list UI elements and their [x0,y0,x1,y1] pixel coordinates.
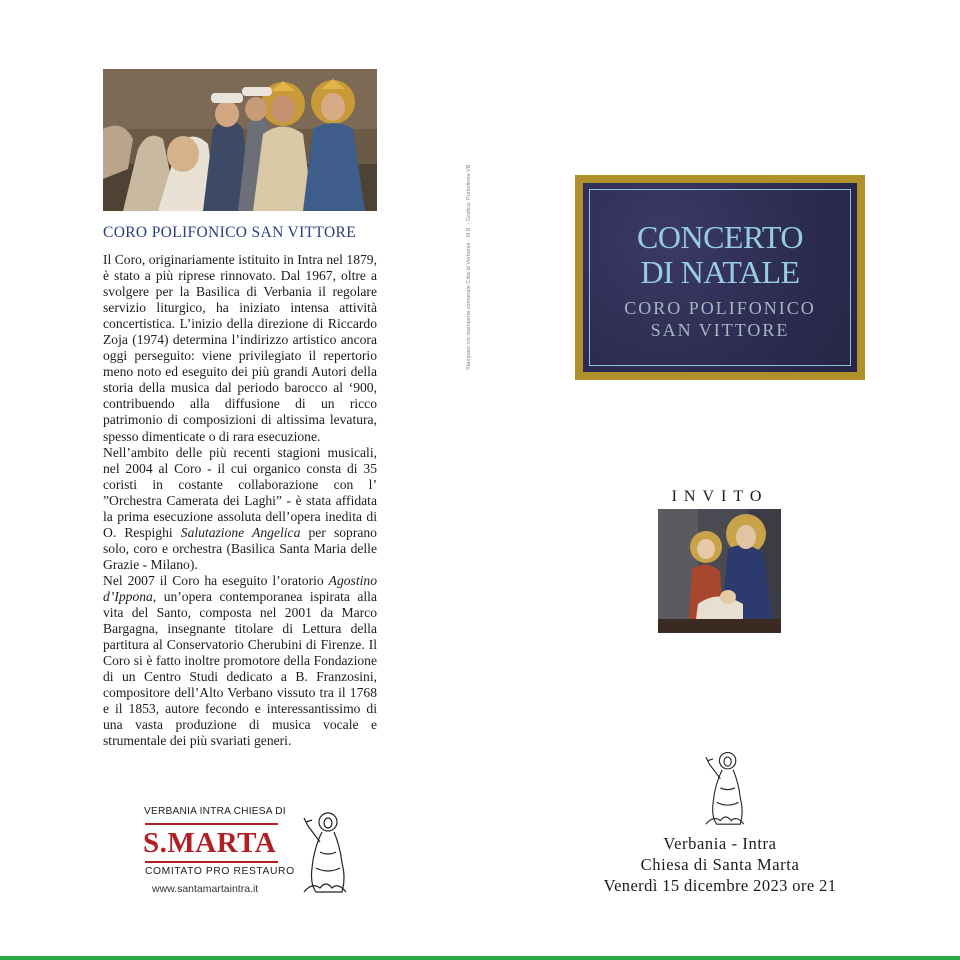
concert-title-line1: CONCERTO [637,219,803,255]
sponsor-sub-line: COMITATO PRO RESTAURO [145,866,295,877]
concert-title-box [575,175,865,380]
sponsor-divider [145,823,278,825]
venue-city: Verbania - Intra [663,834,777,853]
concert-subtitle-line1: CORO POLIFONICO [624,298,816,318]
work-title-salutazione: Salutazione Angelica [180,524,301,540]
sponsor-url[interactable]: www.santamartaintra.it [152,883,259,895]
bio-text: per soprano solo, coro e orchestra (Basilica Santa Maria delle Grazie - Milano). [103,524,377,572]
concert-title-line2: DI NATALE [640,254,800,290]
sponsor-name: S.MARTA [143,827,277,859]
saint-martha-icon [298,808,350,894]
bio-text: Nel 2007 il Coro ha eseguito l’oratorio [103,572,329,588]
event-datetime: Venerdì 15 dicembre 2023 ore 21 [603,876,837,895]
print-credit-text: Stampato c/o stamperia comunale Città di Verbania - M.B. - Grafica: Puntolinea VB [466,164,472,370]
invitation-label: INVITO [671,488,769,505]
work-title-agostino: Agostino d’Ippona [103,572,377,604]
choir-biography [103,252,377,749]
concert-subtitle-line2: SAN VITTORE [650,320,790,340]
venue-church: Chiesa di Santa Marta [640,855,800,874]
fresco-magi-icon [103,69,377,211]
bio-paragraph-3 [103,573,377,750]
bio-text: Nell’ambito delle più recenti stagioni musicali, nel 2004 al Coro - il cui organico consta di 35 coristi in costante collaborazione con l’ ”Orchestra Camerata dei Laghi” - è stata affidata la prima esecuzione assoluta dell’opera inedita di O. Respighi [103,444,377,540]
bio-text: , un’opera contemporanea ispirata alla vita del Santo, composta nel 2001 da Marco Bargagna, insegnante titolare di Lettura della partitura al Conservatorio Cherubini di Firenze. Il Coro si è fatto inoltre promotore della Fondazione di un Centro Studi dedicato a B. Franzosini, compositore dell’Alto Verbano vissuto tra il 1768 e il 1853, autore fecondo e interessantissimo di una vasta produzione di musica vocale e strumentale dei più svariati generi. [103,588,377,749]
print-credit [466,70,474,370]
sponsor-top-line: VERBANIA INTRA CHIESA DI [144,806,286,817]
choir-heading: CORO POLIFONICO SAN VITTORE [103,224,357,241]
bio-paragraph-2 [103,445,377,573]
sponsor-divider [145,861,278,863]
saint-martha-icon [700,748,748,826]
bio-paragraph-1: Il Coro, originariamente istituito in Intra nel 1879, è stato a più riprese rinnovato. Dal 1967, oltre a svolgere per la Basilica di Verbania il regolare servizio liturgico, ha iniziato intensa attività concertistica. L’inizio della direzione di Riccardo Zoja (1974) determina l’indirizzo artistico ancora oggi perseguito: viene privilegiato il repertorio meno noto ed eseguito dei più grandi Autori della storia della musica dal periodo barocco al ‘900, contribuendo alla diffusione di un ricco patrimonio di composizioni di altissima levatura, spesso dimenticate o di rara esecuzione. [103,252,377,444]
madonna-child-icon [658,509,781,633]
bottom-border [0,956,960,960]
